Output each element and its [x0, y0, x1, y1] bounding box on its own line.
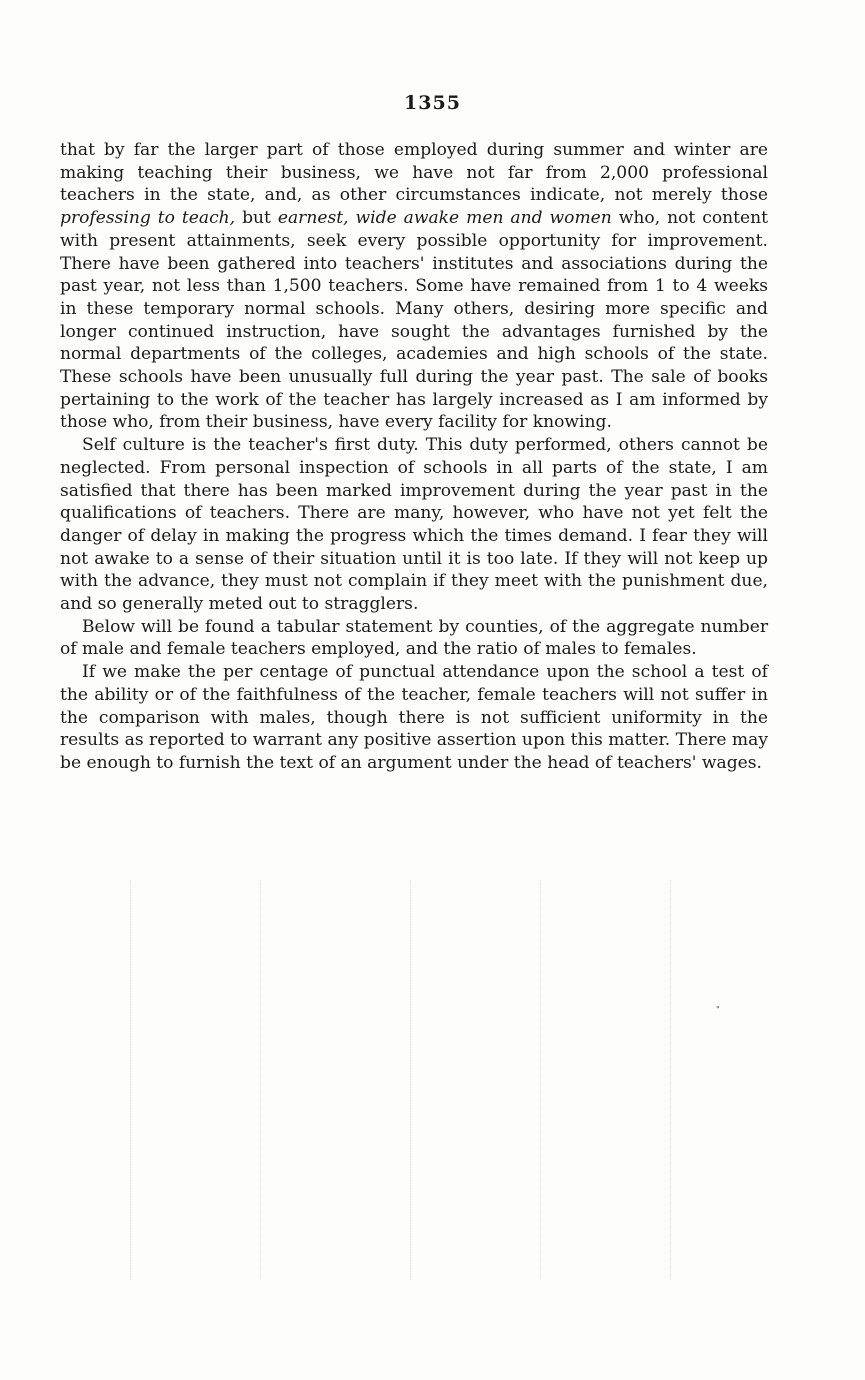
paragraph-4-text: If we make the per centage of punctual attendance upon the school a test of the ability or of the faithfulness of the teacher, female teachers will not suffer in the comparison with males, though there is not sufficient uniformity in the results as reported to warrant any positive assertion upon this matter. There may be enough to furnish the text of an argument under the head of teachers' wages. [60, 662, 768, 773]
paragraph-1-segment: that by far the larger part of those employed during summer and winter are making teaching their business, we have not far from 2,000 professional teachers in the state, and, as other circumstances indicate, not merely those [60, 140, 768, 206]
show-through-line [260, 880, 261, 1280]
show-through-line [410, 880, 411, 1280]
paragraph-3 [60, 616, 768, 661]
show-through-line [130, 880, 131, 1280]
paragraph-3-text: Below will be found a tabular statement by counties, of the aggregate number of male and female teachers employed, and the ratio of males to females. [60, 616, 768, 660]
page-number: 1355 [404, 92, 461, 114]
body-text [60, 139, 768, 775]
paragraph-1-segment: who, not content with present attainments, seek every possible opportunity for improvement. There have been gathered into teachers' institutes and associations during the past year, not less than 1,500 teachers. Some have remained from 1 to 4 weeks in these temporary normal schools. Many others, desiring more specific and longer continued instruction, have sought the advantages furnished by the normal departments of the colleges, academies and high schools of the state. These schools have been unusually full during the year past. The sale of books pertaining to the work of the teacher has largely increased as I am informed by those who, from their business, have every facility for knowing. [60, 208, 768, 433]
faint-show-through-lines [110, 880, 790, 1280]
paragraph-1-italic-phrase: earnest, wide awake men and women [277, 208, 612, 229]
paragraph-1-segment: but [235, 208, 278, 229]
paragraph-1 [60, 139, 768, 434]
show-through-line [670, 880, 671, 1280]
show-through-line [540, 880, 541, 1280]
paragraph-4 [60, 661, 768, 775]
paragraph-2-text: Self culture is the teacher's first duty. This duty performed, others cannot be neglected. From personal inspection of schools in all parts of the state, I am satisfied that there has been marked improvement during the year past in the qualifications of teachers. There are many, however, who have not yet felt the danger of delay in making the progress which the times demand. I fear they will not awake to a sense of their situation until it is too late. If they will not keep up with the advance, they must not complain if they meet with the punishment due, and so generally meted out to stragglers. [60, 435, 768, 615]
stray-mark: " [716, 1005, 720, 1014]
paragraph-1-italic-phrase: professing to teach, [60, 208, 236, 229]
paragraph-2 [60, 434, 768, 616]
